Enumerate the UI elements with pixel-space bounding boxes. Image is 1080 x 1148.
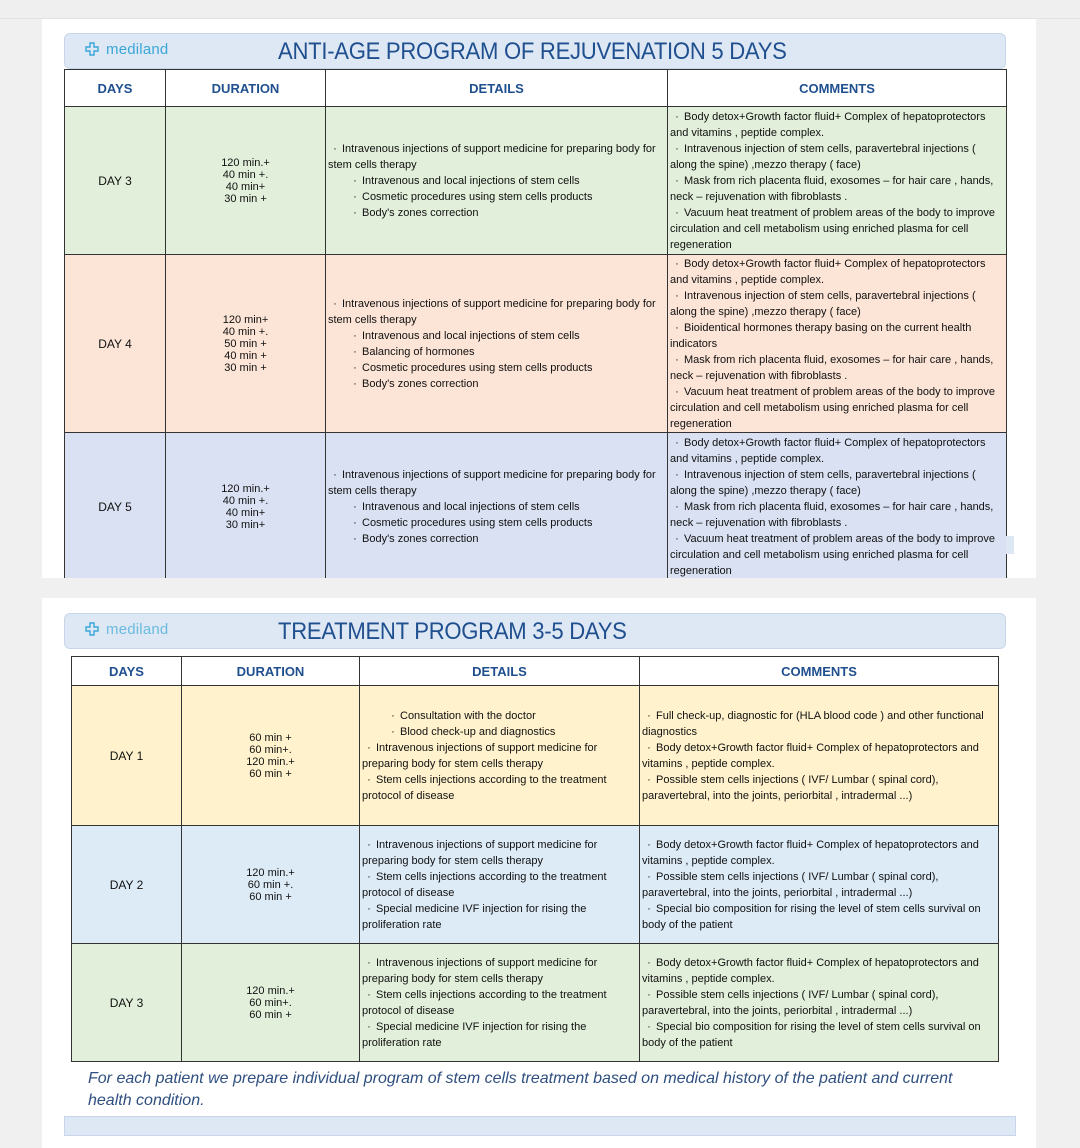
- comment-cell: · Special bio composition for rising the level of stem cells survival on body of the patient: [642, 902, 981, 931]
- detail-text: Special medicine IVF injection for rising the proliferation rate: [362, 1020, 587, 1049]
- duration-cell: 40 min +: [224, 349, 267, 362]
- day-label: DAY 3: [72, 944, 182, 1062]
- detail-cell: · Consultation with the doctor: [391, 709, 536, 722]
- detail-text: Blood check-up and diagnostics: [400, 725, 556, 738]
- duration-cell: 120 min.+: [246, 984, 295, 997]
- detail-text: Balancing of hormones: [362, 345, 475, 358]
- duration-cell: 40 min+: [225, 506, 266, 519]
- mediland-logo: [84, 41, 168, 58]
- detail-cell: · Cosmetic procedures using stem cells products: [353, 190, 593, 203]
- header-comments: COMMENTS: [668, 70, 1007, 107]
- day-label: DAY 2: [72, 826, 182, 944]
- comment-cell: · Intravenous injection of stem cells, paravertebral injections ( along the spine) ,mezzo therapy ( face): [670, 142, 976, 171]
- side-tab: [1006, 536, 1014, 554]
- header-details: DETAILS: [360, 657, 640, 686]
- detail-cell: · Cosmetic procedures using stem cells products: [353, 516, 593, 529]
- comment-cell: · Full check-up, diagnostic for (HLA blood code ) and other functional diagnostics: [642, 709, 984, 738]
- detail-text: Cosmetic procedures using stem cells products: [362, 361, 593, 374]
- detail-cell: · Cosmetic procedures using stem cells products: [353, 361, 593, 374]
- detail-text: Intravenous injections of support medicine for preparing body for stem cells therapy: [362, 741, 598, 770]
- detail-cell: · Body's zones correction: [353, 532, 479, 545]
- comment-cell: · Body detox+Growth factor fluid+ Complex of hepatoprotectors and vitamins , peptide complex.: [670, 436, 986, 465]
- detail-cell: · Intravenous and local injections of stem cells: [353, 329, 580, 342]
- comment-cell: · Mask from rich placenta fluid, exosomes – for hair care , hands, neck – rejuvenation with fibroblasts .: [670, 174, 994, 203]
- detail-cell: · Intravenous and local injections of stem cells: [353, 500, 580, 513]
- detail-cell: · Stem cells injections according to the treatment protocol of disease: [362, 870, 607, 899]
- duration-cell: 30 min +: [224, 361, 267, 374]
- detail-text: Cosmetic procedures using stem cells products: [362, 516, 593, 529]
- day-label: DAY 3: [65, 107, 166, 255]
- detail-text: Intravenous and local injections of stem cells: [362, 174, 580, 187]
- detail-text: Intravenous injections of support medicine for preparing body for stem cells therapy: [328, 297, 656, 326]
- page-title: TREATMENT PROGRAM 3-5 DAYS: [278, 618, 627, 645]
- detail-text: Intravenous injections of support medicine for preparing body for stem cells therapy: [362, 838, 598, 867]
- detail-cell: · Intravenous injections of support medicine for preparing body for stem cells therapy: [328, 468, 656, 497]
- detail-text: Intravenous and local injections of stem cells: [362, 500, 580, 513]
- page-title: ANTI-AGE PROGRAM OF REJUVENATION 5 DAYS: [278, 38, 787, 65]
- duration-cell: 120 min.+: [246, 866, 295, 879]
- header-duration: DURATION: [166, 70, 326, 107]
- comment-text: Mask from rich placenta fluid, exosomes – for hair care , hands, neck – rejuvenation with fibroblasts .: [670, 500, 994, 529]
- anti-age-table: [64, 69, 1007, 578]
- logo-text: mediland: [106, 621, 169, 638]
- page-treatment: [42, 598, 1036, 1148]
- detail-cell: · Stem cells injections according to the treatment protocol of disease: [362, 988, 607, 1017]
- duration-cell: 60 min +.: [247, 878, 294, 891]
- comment-cell: · Possible stem cells injections ( IVF/ Lumbar ( spinal cord), paravertebral, into the joints, periorbital , intradermal ...): [642, 988, 939, 1017]
- comment-cell: · Vacuum heat treatment of problem areas of the body to improve circulation and cell metabolism using enriched plasma for cell regeneration: [670, 532, 996, 577]
- logo-text: mediland: [106, 41, 169, 58]
- comment-cell: · Intravenous injection of stem cells, paravertebral injections ( along the spine) ,mezzo therapy ( face): [670, 468, 976, 497]
- duration-cell: 120 min.+: [221, 156, 270, 169]
- duration-cell: 30 min +: [224, 192, 267, 205]
- header-days: DAYS: [65, 70, 166, 107]
- day-block-day3: [72, 944, 999, 1062]
- table-header-row: [72, 657, 999, 686]
- duration-cell: 60 min +: [249, 1008, 292, 1021]
- detail-cell: · Balancing of hormones: [353, 345, 475, 358]
- header-duration: DURATION: [182, 657, 360, 686]
- detail-cell: · Body's zones correction: [353, 377, 479, 390]
- comment-cell: · Mask from rich placenta fluid, exosomes – for hair care , hands, neck – rejuvenation with fibroblasts .: [670, 353, 994, 382]
- detail-cell: · Intravenous injections of support medicine for preparing body for stem cells therapy: [328, 297, 656, 326]
- duration-cell: 40 min +.: [222, 168, 269, 181]
- detail-cell: · Intravenous injections of support medicine for preparing body for stem cells therapy: [362, 838, 598, 867]
- comment-cell: · Body detox+Growth factor fluid+ Complex of hepatoprotectors and vitamins , peptide complex.: [642, 838, 979, 867]
- detail-text: Stem cells injections according to the treatment protocol of disease: [362, 988, 607, 1017]
- table-header-row: [65, 70, 1007, 107]
- day-block-day2: [72, 826, 999, 944]
- header-comments: COMMENTS: [640, 657, 999, 686]
- comment-text: Possible stem cells injections ( IVF/ Lumbar ( spinal cord), paravertebral, into the joints, periorbital , intradermal ...): [642, 870, 939, 899]
- day-block-day4: [65, 255, 1007, 433]
- detail-cell: · Special medicine IVF injection for rising the proliferation rate: [362, 902, 587, 931]
- comment-text: Bioidentical hormones therapy basing on the current health indicators: [670, 321, 972, 350]
- comment-cell: · Intravenous injection of stem cells, paravertebral injections ( along the spine) ,mezzo therapy ( face): [670, 289, 976, 318]
- duration-cell: 60 min +: [249, 731, 292, 744]
- detail-text: Body's zones correction: [362, 532, 479, 545]
- detail-cell: · Intravenous and local injections of stem cells: [353, 174, 580, 187]
- duration-cell: 120 min.+: [246, 755, 295, 768]
- duration-cell: 60 min +: [249, 890, 292, 903]
- top-edge: [0, 0, 1080, 19]
- comment-text: Special bio composition for rising the level of stem cells survival on body of the patient: [642, 902, 981, 931]
- duration-cell: 40 min +.: [222, 494, 269, 507]
- detail-text: Body's zones correction: [362, 377, 479, 390]
- comment-text: Mask from rich placenta fluid, exosomes – for hair care , hands, neck – rejuvenation with fibroblasts .: [670, 174, 994, 203]
- detail-cell: · Intravenous injections of support medicine for preparing body for stem cells therapy: [362, 741, 598, 770]
- comment-text: Mask from rich placenta fluid, exosomes – for hair care , hands, neck – rejuvenation with fibroblasts .: [670, 353, 994, 382]
- comment-cell: · Body detox+Growth factor fluid+ Complex of hepatoprotectors and vitamins , peptide complex.: [642, 741, 979, 770]
- comment-text: Special bio composition for rising the level of stem cells survival on body of the patient: [642, 1020, 981, 1049]
- detail-cell: · Stem cells injections according to the treatment protocol of disease: [362, 773, 607, 802]
- comment-text: Body detox+Growth factor fluid+ Complex of hepatoprotectors and vitamins , peptide complex.: [642, 838, 979, 867]
- comment-text: Vacuum heat treatment of problem areas of the body to improve circulation and cell metabolism using enriched plasma for cell regeneration: [670, 385, 996, 430]
- comment-text: Body detox+Growth factor fluid+ Complex of hepatoprotectors and vitamins , peptide complex.: [642, 956, 979, 985]
- comment-cell: · Vacuum heat treatment of problem areas of the body to improve circulation and cell metabolism using enriched plasma for cell regeneration: [670, 385, 996, 430]
- detail-cell: · Blood check-up and diagnostics: [391, 725, 556, 738]
- comment-text: Possible stem cells injections ( IVF/ Lumbar ( spinal cord), paravertebral, into the joints, periorbital , intradermal ...): [642, 988, 939, 1017]
- comment-text: Body detox+Growth factor fluid+ Complex of hepatoprotectors and vitamins , peptide complex.: [642, 741, 979, 770]
- comment-text: Full check-up, diagnostic for (HLA blood code ) and other functional diagnostics: [642, 709, 984, 738]
- day-label: DAY 4: [65, 255, 166, 433]
- comment-text: Body detox+Growth factor fluid+ Complex of hepatoprotectors and vitamins , peptide complex.: [670, 257, 986, 286]
- duration-cell: 120 min.+: [221, 482, 270, 495]
- day-block-day1: [72, 686, 999, 826]
- comment-text: Intravenous injection of stem cells, paravertebral injections ( along the spine) ,mezzo therapy ( face): [670, 468, 976, 497]
- duration-cell: 60 min+.: [249, 743, 292, 756]
- comment-text: Body detox+Growth factor fluid+ Complex of hepatoprotectors and vitamins , peptide complex.: [670, 110, 986, 139]
- comment-text: Body detox+Growth factor fluid+ Complex of hepatoprotectors and vitamins , peptide complex.: [670, 436, 986, 465]
- comment-cell: · Possible stem cells injections ( IVF/ Lumbar ( spinal cord), paravertebral, into the joints, periorbital , intradermal ...): [642, 773, 939, 802]
- detail-text: Stem cells injections according to the treatment protocol of disease: [362, 870, 607, 899]
- comment-cell: · Vacuum heat treatment of problem areas of the body to improve circulation and cell metabolism using enriched plasma for cell regeneration: [670, 206, 996, 251]
- mediland-logo: [84, 621, 168, 638]
- comment-cell: · Body detox+Growth factor fluid+ Complex of hepatoprotectors and vitamins , peptide complex.: [642, 956, 979, 985]
- duration-cell: 30 min+: [225, 518, 266, 531]
- footer-bar: [64, 1116, 1016, 1136]
- duration-cell: 40 min +.: [222, 325, 269, 338]
- duration-cell: 60 min+.: [249, 996, 292, 1009]
- detail-text: Intravenous injections of support medicine for preparing body for stem cells therapy: [362, 956, 598, 985]
- comment-text: Intravenous injection of stem cells, paravertebral injections ( along the spine) ,mezzo therapy ( face): [670, 142, 976, 171]
- detail-cell: · Intravenous injections of support medicine for preparing body for stem cells therapy: [328, 142, 656, 171]
- detail-cell: · Intravenous injections of support medicine for preparing body for stem cells therapy: [362, 956, 598, 985]
- detail-text: Intravenous injections of support medicine for preparing body for stem cells therapy: [328, 468, 656, 497]
- comment-cell: · Body detox+Growth factor fluid+ Complex of hepatoprotectors and vitamins , peptide complex.: [670, 257, 986, 286]
- detail-cell: · Body's zones correction: [353, 206, 479, 219]
- duration-cell: 60 min +: [249, 767, 292, 780]
- footnote: For each patient we prepare individual program of stem cells treatment based on medical history of the patient and current health condition.: [88, 1070, 953, 1109]
- detail-text: Cosmetic procedures using stem cells products: [362, 190, 593, 203]
- detail-text: Body's zones correction: [362, 206, 479, 219]
- comment-cell: · Body detox+Growth factor fluid+ Complex of hepatoprotectors and vitamins , peptide complex.: [670, 110, 986, 139]
- treatment-table: [71, 656, 999, 1062]
- day-block-day5: [65, 433, 1007, 579]
- comment-text: Vacuum heat treatment of problem areas of the body to improve circulation and cell metabolism using enriched plasma for cell regeneration: [670, 206, 996, 251]
- comment-text: Possible stem cells injections ( IVF/ Lumbar ( spinal cord), paravertebral, into the joints, periorbital , intradermal ...): [642, 773, 939, 802]
- comment-cell: · Mask from rich placenta fluid, exosomes – for hair care , hands, neck – rejuvenation with fibroblasts .: [670, 500, 994, 529]
- comment-cell: · Special bio composition for rising the level of stem cells survival on body of the patient: [642, 1020, 981, 1049]
- detail-text: Intravenous and local injections of stem cells: [362, 329, 580, 342]
- detail-text: Consultation with the doctor: [400, 709, 536, 722]
- duration-cell: 40 min+: [225, 180, 266, 193]
- header-details: DETAILS: [326, 70, 668, 107]
- day-label: DAY 5: [65, 433, 166, 579]
- detail-text: Intravenous injections of support medicine for preparing body for stem cells therapy: [328, 142, 656, 171]
- day-block-day3: [65, 107, 1007, 255]
- duration-cell: 120 min+: [222, 313, 269, 326]
- detail-cell: · Special medicine IVF injection for rising the proliferation rate: [362, 1020, 587, 1049]
- mediland-cross-icon: [84, 622, 102, 638]
- comment-cell: · Bioidentical hormones therapy basing on the current health indicators: [670, 321, 972, 350]
- comment-cell: · Possible stem cells injections ( IVF/ Lumbar ( spinal cord), paravertebral, into the joints, periorbital , intradermal ...): [642, 870, 939, 899]
- comment-text: Intravenous injection of stem cells, paravertebral injections ( along the spine) ,mezzo therapy ( face): [670, 289, 976, 318]
- duration-cell: 50 min +: [224, 337, 267, 350]
- header-days: DAYS: [72, 657, 182, 686]
- mediland-cross-icon: [84, 42, 102, 58]
- page-anti-age: [42, 19, 1036, 578]
- detail-text: Stem cells injections according to the treatment protocol of disease: [362, 773, 607, 802]
- detail-text: Special medicine IVF injection for rising the proliferation rate: [362, 902, 587, 931]
- comment-text: Vacuum heat treatment of problem areas of the body to improve circulation and cell metabolism using enriched plasma for cell regeneration: [670, 532, 996, 577]
- day-label: DAY 1: [72, 686, 182, 826]
